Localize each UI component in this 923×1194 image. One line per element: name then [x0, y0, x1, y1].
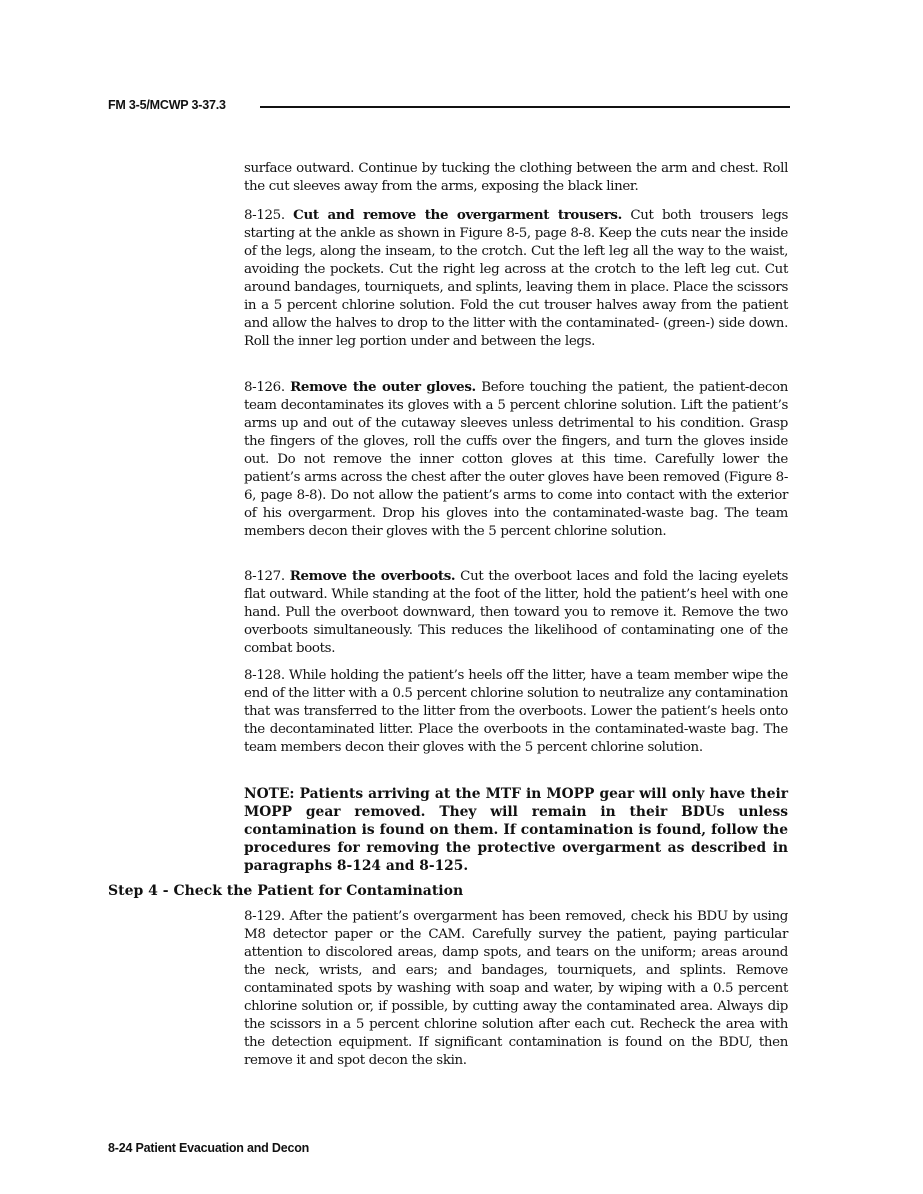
page-header: [108, 98, 790, 118]
paragraph-title: Cut and remove the overgarment trousers.: [293, 207, 622, 223]
note-block: [244, 785, 788, 875]
section-heading: Step 4 - Check the Patient for Contamination: [108, 883, 464, 899]
paragraph-title: Remove the overboots.: [289, 568, 456, 584]
paragraph-8-125: [244, 206, 788, 351]
paragraph-text: Cut both trousers legs starting at the ankle as shown in Figure 8-5, page 8-8. Keep the cuts near the inside of the legs, along the inseam, to the crotch. Cut the left leg all the way to the waist, avoiding the pockets. Cut the right leg across at the crotch to the left leg cut. Cut around bandages, tourniquets, and splints, leaving them in place. Place the scissors in a 5 percent chlorine solution. Fold the cut trouser halves away from the patient and allow the halves to drop to the litter with the contaminated- (green-) side down. Roll the inner leg portion under and between the legs.: [244, 208, 788, 349]
page-footer: 8-24 Patient Evacuation and Decon: [108, 1141, 310, 1155]
paragraph-text: 8-129. After the patient’s overgarment has been removed, check his BDU by using M8 detector paper or the CAM. Carefully survey the patient, paying particular attention to discolored areas, damp spots, and tears on the uniform; areas around the neck, wrists, and ears; and bandages, tourniquets, and splints. Remove contaminated spots by washing with soap and water, by wiping with a 0.5 percent chlorine solution or, if possible, by cutting away the contaminated area. Always dip the scissors in a 5 percent chlorine solution after each cut. Recheck the area with the detection equipment. If significant contamination is found on the BDU, then remove it and spot decon the skin.: [244, 909, 788, 1068]
paragraph-8-129: [244, 908, 788, 1070]
paragraph-text: Before touching the patient, the patient-decon team decontaminates its gloves with a 5 percent chlorine solution. Lift the patient’s arms up and out of the cutaway sleeves unless detrimental to his condition. Grasp the fingers of the gloves, roll the cuffs over the fingers, and turn the gloves inside out. Do not remove the inner cotton gloves at this time. Carefully lower the patient’s arms across the chest after the outer gloves have been removed (Figure 8-6, page 8-8). Do not allow the patient’s arms to come into contact with the exterior of his overgarment. Drop his gloves into the contaminated-waste bag. The team members decon their gloves with the 5 percent chlorine solution.: [244, 380, 788, 539]
publication-number: FM 3-5/MCWP 3-37.3: [108, 98, 226, 112]
paragraph-8-126: [244, 378, 788, 541]
paragraph-number: 8-127.: [244, 569, 285, 584]
paragraph-title: Remove the outer gloves.: [290, 379, 476, 395]
note-text: NOTE: Patients arriving at the MTF in MOPP gear will only have their MOPP gear removed. They will remain in their BDUs unless contamination is found on them. If contamination is found, follow the procedures for removing the protective overgarment as described in paragraphs 8-124 and 8-125.: [244, 786, 788, 874]
paragraph-continuation: [244, 160, 788, 196]
paragraph-8-127: [244, 567, 788, 658]
paragraph-text: surface outward. Continue by tucking the clothing between the arm and chest. Roll the cut sleeves away from the arms, exposing the black liner.: [244, 161, 788, 194]
header-rule: [260, 106, 790, 108]
paragraph-text: 8-128. While holding the patient’s heels off the litter, have a team member wipe the end of the litter with a 0.5 percent chlorine solution to neutralize any contamination that was transferred to the litter from the overboots. Lower the patient’s heels onto the decontaminated litter. Place the overboots in the contaminated-waste bag. The team members decon their gloves with the 5 percent chlorine solution.: [244, 668, 788, 755]
paragraph-number: 8-125.: [244, 208, 285, 223]
paragraph-text: Cut the overboot laces and fold the lacing eyelets flat outward. While standing at the foot of the litter, hold the patient’s heel with one hand. Pull the overboot downward, then toward you to remove it. Remove the two overboots simultaneously. This reduces the likelihood of contaminating one of the combat boots.: [244, 569, 788, 656]
paragraph-number: 8-126.: [244, 380, 285, 395]
paragraph-8-128: [244, 667, 788, 757]
